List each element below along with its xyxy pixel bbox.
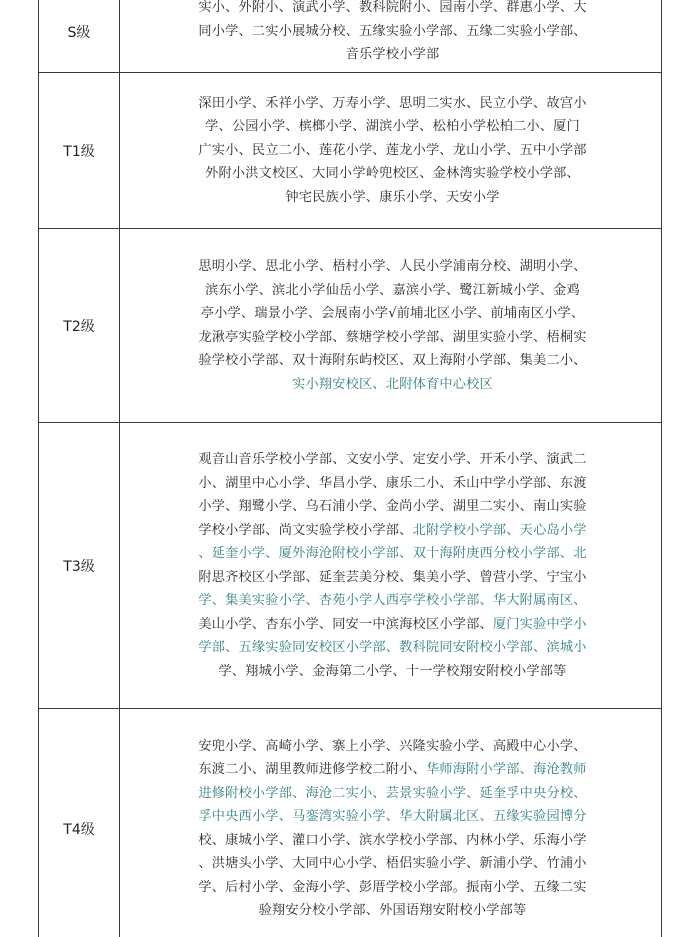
school-list-line bbox=[134, 613, 651, 637]
school-text: 东渡二小、湖里教师进修学校二附小、 bbox=[198, 762, 426, 777]
school-list-line bbox=[134, 852, 651, 876]
highlighted-school-text: 进修附校小学部、海沧二实小、芸景实验小学、延奎孚中央分校、 bbox=[198, 785, 587, 801]
school-list-line bbox=[134, 735, 651, 759]
school-text: 滨东小学、滨北小学仙岳小学、嘉滨小学、鹭江新城小学、金鸡 bbox=[205, 282, 580, 298]
school-text: 学校小学部、尚文实验学校小学部、 bbox=[198, 522, 413, 538]
school-list-line bbox=[134, 279, 651, 303]
school-list-line bbox=[134, 829, 651, 853]
school-list-line bbox=[134, 43, 651, 67]
tier-label: S级 bbox=[39, 0, 120, 73]
table-row bbox=[39, 709, 662, 937]
school-list-line bbox=[134, 566, 651, 590]
school-list-line bbox=[134, 115, 651, 139]
school-text: 外附小洪文校区、大同小学岭兜校区、金林湾实验学校小学部、 bbox=[205, 166, 580, 182]
school-list bbox=[120, 0, 662, 73]
school-list-line bbox=[134, 20, 651, 44]
school-text: 亭小学、瑞景小学、会展南小学√前埔北区小学、前埔南区小学、 bbox=[200, 306, 585, 321]
school-list-line bbox=[134, 899, 651, 923]
school-list-line bbox=[134, 302, 651, 326]
school-text: 验翔安分校小学部、外国语翔安附校小学部等 bbox=[258, 903, 527, 918]
school-text: 实小、外附小、演武小学、教科院附小、园南小学、群惠小学、大 bbox=[198, 0, 587, 16]
school-text: 学、翔城小学、金海第二小学、十一学校翔安附校小学部等 bbox=[218, 663, 567, 679]
school-text: 思明小学、思北小学、梧村小学、人民小学浦南分校、湖明小学、 bbox=[198, 259, 587, 274]
school-tier-table bbox=[38, 0, 662, 937]
school-text: 音乐学校小学部 bbox=[345, 47, 440, 63]
school-list bbox=[120, 423, 662, 709]
highlighted-school-text: 华师海附小学部、海沧教师 bbox=[425, 762, 587, 777]
tier-label: T2级 bbox=[39, 229, 120, 423]
school-list-line bbox=[134, 589, 651, 613]
school-list-line bbox=[134, 448, 651, 472]
school-list-line bbox=[134, 0, 651, 20]
school-list-line bbox=[134, 255, 651, 279]
school-text: 附思齐校区小学部、延奎芸美分校、集美小学、曾营小学、宁宝小 bbox=[198, 569, 587, 585]
school-list-line bbox=[134, 805, 651, 829]
school-text: 校、康城小学、灌口小学、滨水学校小学部、内林小学、乐海小学 bbox=[198, 832, 587, 848]
highlighted-school-text: 厦门实验中学小 bbox=[492, 616, 587, 632]
school-list-line bbox=[134, 373, 651, 397]
school-text: 小、湖里中心小学、华昌小学、康乐二小、禾山中学小学部、东渡 bbox=[198, 475, 587, 491]
school-list bbox=[120, 73, 662, 229]
school-list-line bbox=[134, 660, 651, 684]
school-list-line bbox=[134, 186, 651, 210]
school-text: 学、公园小学、槟榔小学、湖滨小学、松柏小学松柏二小、厦门 bbox=[205, 119, 580, 135]
school-text: 深田小学、禾祥小学、万寿小学、思明二实水、民立小学、故宫小 bbox=[198, 95, 587, 111]
tier-label: T3级 bbox=[39, 423, 120, 709]
school-list-line bbox=[134, 542, 651, 566]
highlighted-school-text: 孚中央西小学、马銮湾实验小学、华大附属北区、五缘实验园博分 bbox=[198, 809, 587, 824]
school-list-line bbox=[134, 636, 651, 660]
school-list-line bbox=[134, 519, 651, 543]
school-list-line bbox=[134, 162, 651, 186]
school-text: 验学校小学部、双十海附东屿校区、双上海附小学部、集美二小、 bbox=[198, 353, 587, 368]
table-row bbox=[39, 0, 662, 73]
school-text: 、洪塘头小学、大同中心小学、梧侣实验小学、新浦小学、竹浦小 bbox=[198, 856, 587, 871]
school-list-line bbox=[134, 876, 651, 900]
school-text: 广实小、民立二小、莲花小学、莲龙小学、龙山小学、五中小学部 bbox=[198, 142, 587, 158]
school-text: 学、后村小学、金海小学、彭厝学校小学部。振南小学、五缘二实 bbox=[198, 879, 587, 895]
highlighted-school-text: 实小翔安校区、北附体育中心校区 bbox=[292, 376, 493, 392]
table-row bbox=[39, 423, 662, 709]
school-list-line bbox=[134, 326, 651, 350]
school-list-line bbox=[134, 349, 651, 373]
school-list-line bbox=[134, 758, 651, 782]
school-text: 美山小学、杏东小学、同安一中滨海校区小学部、 bbox=[198, 616, 493, 632]
school-list-line bbox=[134, 139, 651, 163]
table-row bbox=[39, 73, 662, 229]
school-text: 钟宅民族小学、康乐小学、天安小学 bbox=[285, 189, 500, 205]
school-list bbox=[120, 229, 662, 423]
tier-label: T4级 bbox=[39, 709, 120, 937]
highlighted-school-text: 、延奎小学、厦外海沧附校小学部、双十海附庚西分校小学部、北 bbox=[198, 546, 587, 561]
highlighted-school-text: 北附学校小学部、天心岛小学 bbox=[412, 522, 587, 538]
school-list-line bbox=[134, 782, 651, 806]
school-list-line bbox=[134, 495, 651, 519]
school-text: 安兜小学、高崎小学、寨上小学、兴隆实验小学、高殿中心小学、 bbox=[198, 738, 587, 754]
school-list-line bbox=[134, 472, 651, 496]
school-text: 同小学、二实小展城分校、五缘实验小学部、五缘二实验小学部、 bbox=[198, 23, 587, 39]
school-text: 龙湫亭实验学校小学部、蔡塘学校小学部、湖里实验小学、梧桐实 bbox=[198, 329, 587, 345]
school-list bbox=[120, 709, 662, 937]
tier-label: T1级 bbox=[39, 73, 120, 229]
school-text: 观音山音乐学校小学部、文安小学、定安小学、开禾小学、演武二 bbox=[198, 452, 587, 467]
highlighted-school-text: 学、集美实验小学、杏苑小学人西亭学校小学部、华大附属南区、 bbox=[198, 593, 587, 608]
school-text: 小学、翔鹭小学、乌石浦小学、金尚小学、湖里二实小、南山实验 bbox=[198, 499, 587, 514]
table-row bbox=[39, 229, 662, 423]
highlighted-school-text: 学部、五缘实验同安校区小学部、教科院同安附校小学部、滨城小 bbox=[198, 640, 587, 655]
school-list-line bbox=[134, 92, 651, 116]
